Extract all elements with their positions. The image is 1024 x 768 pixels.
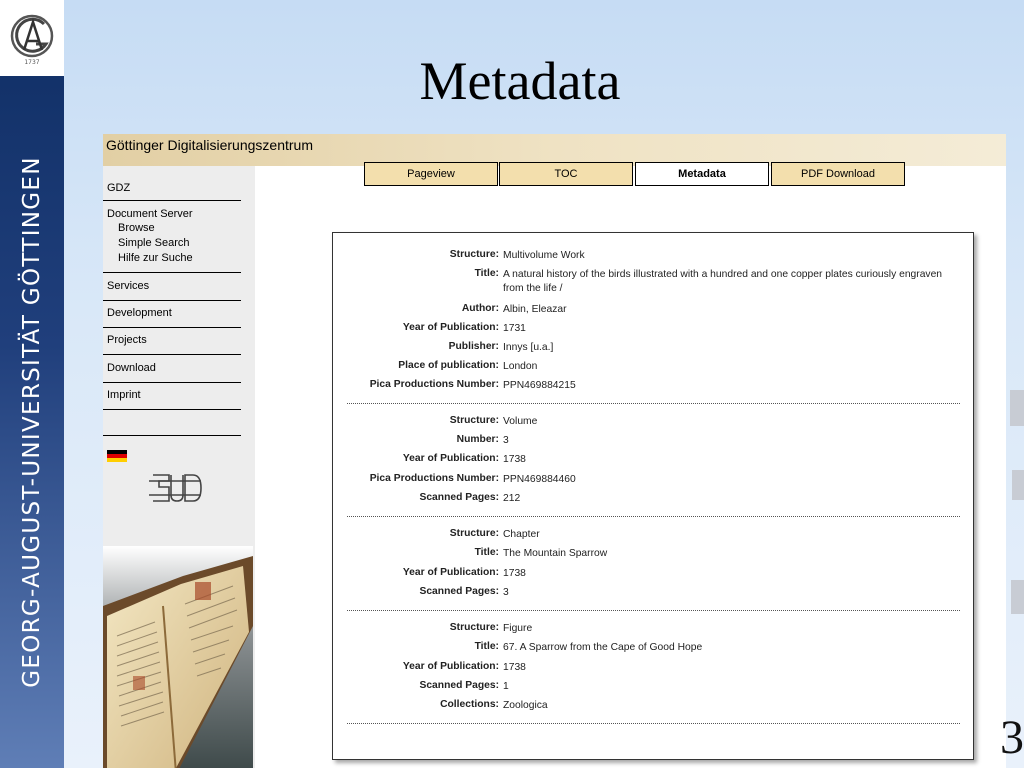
sidebar-item-simple-search[interactable]: Simple Search (118, 237, 190, 249)
field-value: 1738 (503, 662, 526, 673)
sidebar-divider (103, 435, 241, 436)
sidebar-item-browse[interactable]: Browse (118, 222, 155, 234)
site-title: Göttinger Digitalisierungszentrum (106, 137, 313, 153)
field-value: The Mountain Sparrow (503, 548, 608, 559)
field-label: Author: (461, 303, 499, 314)
field-value: 1738 (503, 454, 526, 465)
field-label: Publisher: (448, 341, 499, 352)
old-book-image (103, 546, 253, 768)
sidebar-divider (103, 354, 241, 355)
field-value: Figure (503, 623, 533, 634)
university-logo-area (0, 0, 64, 76)
field-label: Pica Productions Number: (369, 473, 499, 484)
svg-text:1737: 1737 (24, 59, 40, 66)
field-value: Innys [u.a.] (503, 342, 554, 353)
field-label: Structure: (449, 528, 499, 539)
section-separator (347, 403, 960, 404)
section-separator (347, 723, 960, 724)
sidebar-item-download[interactable]: Download (107, 362, 156, 374)
field-value: Multivolume Work (503, 250, 585, 261)
field-label: Scanned Pages: (419, 586, 499, 597)
sidebar-item-development[interactable]: Development (107, 307, 172, 319)
field-label: Year of Publication: (402, 661, 499, 672)
tab-metadata[interactable]: Metadata (635, 162, 769, 186)
field-value: 1731 (503, 323, 526, 334)
university-seal-icon (6, 10, 58, 66)
sidebar-divider (103, 327, 241, 328)
field-label: Pica Productions Number: (369, 379, 499, 390)
field-label: Number: (456, 434, 499, 445)
field-value: Zoologica (503, 700, 548, 711)
metadata-panel (332, 232, 974, 760)
sidebar-item-gdz[interactable]: GDZ (107, 182, 131, 194)
field-label: Place of publication: (398, 360, 499, 371)
field-label: Structure: (449, 415, 499, 426)
field-label: Structure: (449, 249, 499, 260)
section-separator (347, 516, 960, 517)
sidebar-item-imprint[interactable]: Imprint (107, 389, 141, 401)
sidebar-item-document-server[interactable]: Document Server (107, 208, 193, 220)
sidebar-divider (103, 382, 241, 383)
field-value: 3 (503, 587, 509, 598)
sub-library-logo-icon (147, 471, 203, 507)
field-label: Title: (474, 268, 499, 279)
field-value: Volume (503, 416, 538, 427)
tab-pageview[interactable]: Pageview (364, 162, 498, 186)
field-value: Albin, Eleazar (503, 304, 567, 315)
field-value: 1738 (503, 568, 526, 579)
slide-number: 3 (1000, 711, 1024, 764)
german-flag-icon[interactable] (107, 450, 127, 462)
slide-title: Metadata (419, 51, 621, 111)
field-value: A natural history of the birds illustrated with a hundred and one copper plates curiously engraven from the life / (503, 269, 943, 294)
sidebar-divider (103, 409, 241, 410)
field-value: 3 (503, 435, 509, 446)
sidebar-divider (103, 200, 241, 201)
field-label: Structure: (449, 622, 499, 633)
field-value: 67. A Sparrow from the Cape of Good Hope (503, 642, 703, 653)
tab-pdf-download[interactable]: PDF Download (771, 162, 905, 186)
field-value: London (503, 361, 538, 372)
field-value: 212 (503, 493, 521, 504)
sidebar-divider (103, 300, 241, 301)
tab-toc[interactable]: TOC (499, 162, 633, 186)
field-label: Title: (474, 547, 499, 558)
sidebar-item-services[interactable]: Services (107, 280, 150, 292)
field-label: Year of Publication: (402, 322, 499, 333)
gdz-web-page (103, 134, 1006, 768)
field-label: Year of Publication: (402, 567, 499, 578)
sidebar-item-projects[interactable]: Projects (107, 334, 147, 346)
field-label: Collections: (440, 699, 499, 710)
university-name: GEORG-AUGUST-UNIVERSITÄT GÖTTINGEN (19, 156, 45, 688)
field-value: 1 (503, 681, 509, 692)
university-band (0, 0, 64, 768)
sidebar-item-hilfe-zur-suche[interactable]: Hilfe zur Suche (118, 252, 193, 264)
field-label: Title: (474, 641, 499, 652)
field-label: Scanned Pages: (419, 680, 499, 691)
field-value: PPN469884215 (503, 380, 576, 391)
field-value: PPN469884460 (503, 474, 576, 485)
sidebar-divider (103, 272, 241, 273)
section-separator (347, 610, 960, 611)
sidebar (103, 166, 255, 768)
field-label: Scanned Pages: (419, 492, 499, 503)
field-value: Chapter (503, 529, 540, 540)
field-label: Year of Publication: (402, 453, 499, 464)
